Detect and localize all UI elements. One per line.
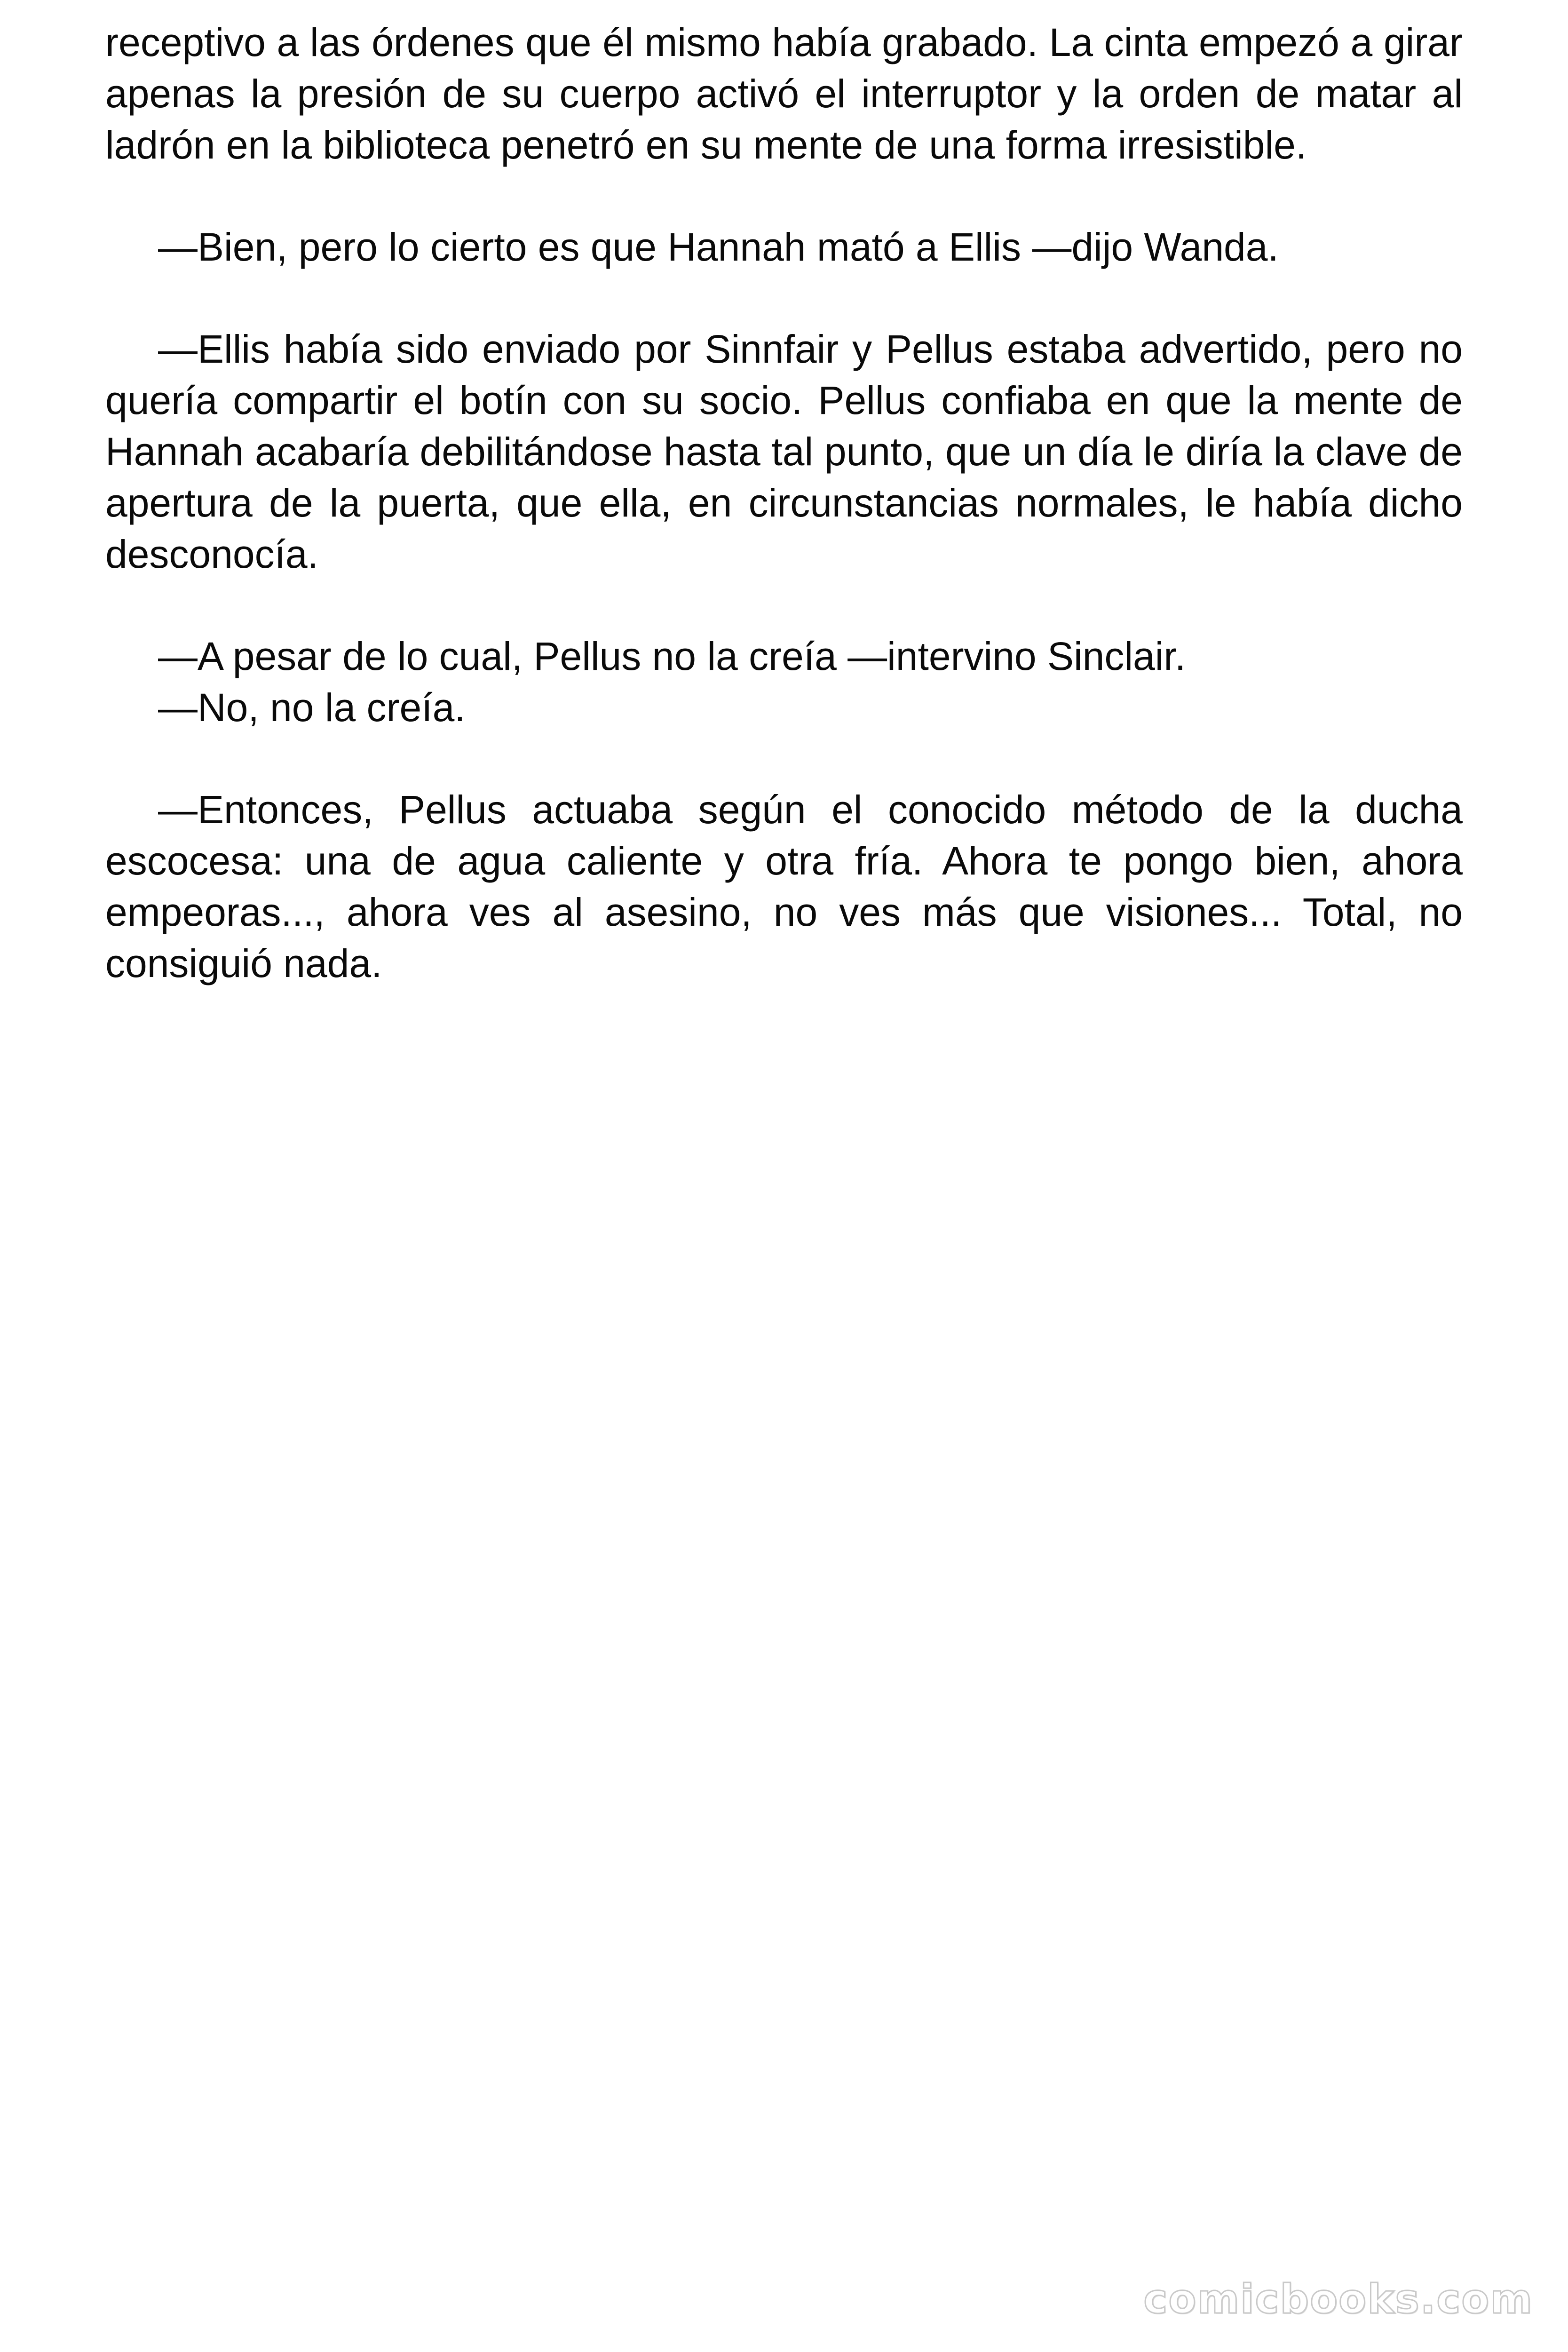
paragraph-dialogue-sinclair: —A pesar de lo cual, Pellus no la creía —intervino Sinclair. <box>158 634 1186 678</box>
body-text <box>105 17 1463 989</box>
watermark-logo: comicbooks.com <box>1143 2276 1533 2323</box>
paragraph-dialogue-reply: —No, no la creía. <box>158 685 466 730</box>
paragraph-continuation: receptivo a las órdenes que él mismo había grabado. La cinta empezó a girar apenas la presión de su cuerpo activó el interruptor y la orden de matar al ladrón en la biblioteca penetró en su mente de una forma irresistible. <box>105 20 1463 167</box>
paragraph-dialogue-wanda: —Bien, pero lo cierto es que Hannah mató a Ellis —dijo Wanda. <box>158 225 1279 269</box>
paragraph-dialogue-ellis: —Ellis había sido enviado por Sinnfair y Pellus estaba advertido, pero no quería compartir el botín con su socio. Pellus confiaba en que la mente de Hannah acabaría debilitándose hasta tal punto, que un día le diría la clave de apertura de la puerta, que ella, en circunstancias normales, le había dicho desconocía. <box>105 327 1463 576</box>
paragraph-dialogue-ducha: —Entonces, Pellus actuaba según el conocido método de la ducha escocesa: una de agua caliente y otra fría. Ahora te pongo bien, ahora empeoras..., ahora ves al asesino, no ves más que visiones... Total, no consiguió nada. <box>105 787 1463 985</box>
